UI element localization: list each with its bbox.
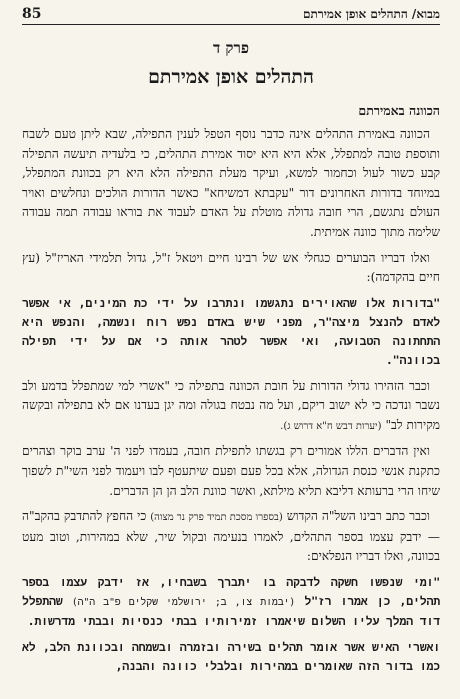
running-title: מבוא/ התהלים אופן אמירתם <box>303 7 440 21</box>
quote-shelah <box>22 573 440 632</box>
paragraph-intro: הכוונה באמירת התהלים אינה כדבר נוסף הטפל לענין התפילה, שבא ליתן טעם לשבח ותוספת טובה למתפלל, אלא היא היא יסוד אמירת התהלים, כי בלעדיה תיעשה התפילה קבע כשור לעול וכחמור למשא, ועיקר מעלת התפילה הלא היא רק בכוונת המתפלל, במיוחד בדורות האחרונים דור "עקבתא דמשיחא" כאשר הדורות הולכים ונחלשים ואויר העולם נתגשם, הרי חובה גדולה מוטלת על האדם לעבוד את בוראו עבודה תמה עבודה שלימה מתוך כוונה אמיתית. <box>22 127 440 239</box>
source-yevamot: (יבמות צו, ב; ירושלמי שקלים פ"ב ה"ה) <box>71 597 296 609</box>
quote-etz-chaim: "בדורות אלו שהאוירים נתגשמו ונתרבו על ידי כת המינים, אי אפשר לאדם להנצל מיצה"ר, מפני שיש באדם נפש רוח ונשמה, והנפש היא התחתונה הטבועה, ואי אפשר לטהר אותה כי אם על ידי תפילה בכוונה". <box>22 295 440 368</box>
page-number: 85 <box>22 6 42 22</box>
paragraph-shelah-text1: וכבר כתב רבינו השל"ה הקדוש <box>286 509 431 524</box>
paragraph-obligation: ואין הדברים הללו אמורים רק בגשתו לתפילת חובה, בעמדו לפני ה' ערב בוקר וצהרים כתקנת אנשי כנסת הגדולה, אלא בכל פעם ופעם שיתעטף לבו ויעמוד לפני השי"ת לשפוך שיחו הרי ברעותא דליבא תליא מילתא, ואשר כוונת הלב הן הן הדברים. <box>22 444 440 498</box>
section-title: הכוונה באמירתם <box>358 103 440 118</box>
paragraph-warning <box>22 377 440 437</box>
source-yaarot-dvash: (יערות דבש ח"א דרוש ג). <box>280 420 382 432</box>
quote-shelah-continued: ואשרי האיש אשר אומר תהלים בשירה ובזמרה ובשמחה ובכוונת הלב, לא כמו בדור הזה שאומרים במהירות ובלבלי כוונה והבנה, <box>22 639 440 673</box>
paragraph-shelah-text2: כי החפץ להתדבק בהקב"ה — ידבק עצמו בספר התהלים, לאמרו בנעימה ובקול שיר, שלא במהירות, וטוב מעט בכוונה, ואלו דבריו הנפלאים: <box>22 509 440 564</box>
paragraph-warning-text: וכבר הזהירו גדולי הדורות על חובת הכוונה בתפילה כי "אשרי למי שמתפלל בדמע ולב נשבר ונדכה כי לא ישוב ריקם, ועל מה נבטח בגולה ומה יגן בעדנו אם לא בתפילה ובקשה מקירות לב" <box>22 378 440 432</box>
quote-shelah-text1: "ומי שנפשו חשקה לדבקה בו יתברך בשבחיו, אז ידבק עצמו בספר תהלים, כן אמרו רז"ל <box>22 574 440 609</box>
paragraph-chaim-vital: ואלו דבריו הבוערים כגחלי אש של רבינו חיים ויטאל ז"ל, גדול תלמידי האריז"ל (עץ חיים בהקדמה): <box>22 250 440 285</box>
running-header <box>22 6 440 25</box>
chapter-title: התהלים אופן אמירתם <box>148 66 314 88</box>
chapter-label: פרק ד <box>213 39 249 57</box>
quote-shelah-text2: שהתפלל דוד המלך עליו השלום שיאמרו זמירותיו בבתי כנסיות ובבתי מדרשות. <box>22 594 440 629</box>
paragraph-shelah <box>22 507 440 567</box>
source-masechet-tamid: (בספרו מסכת תמיד פרק נר מצוה) <box>150 512 283 524</box>
book-page <box>22 6 440 696</box>
